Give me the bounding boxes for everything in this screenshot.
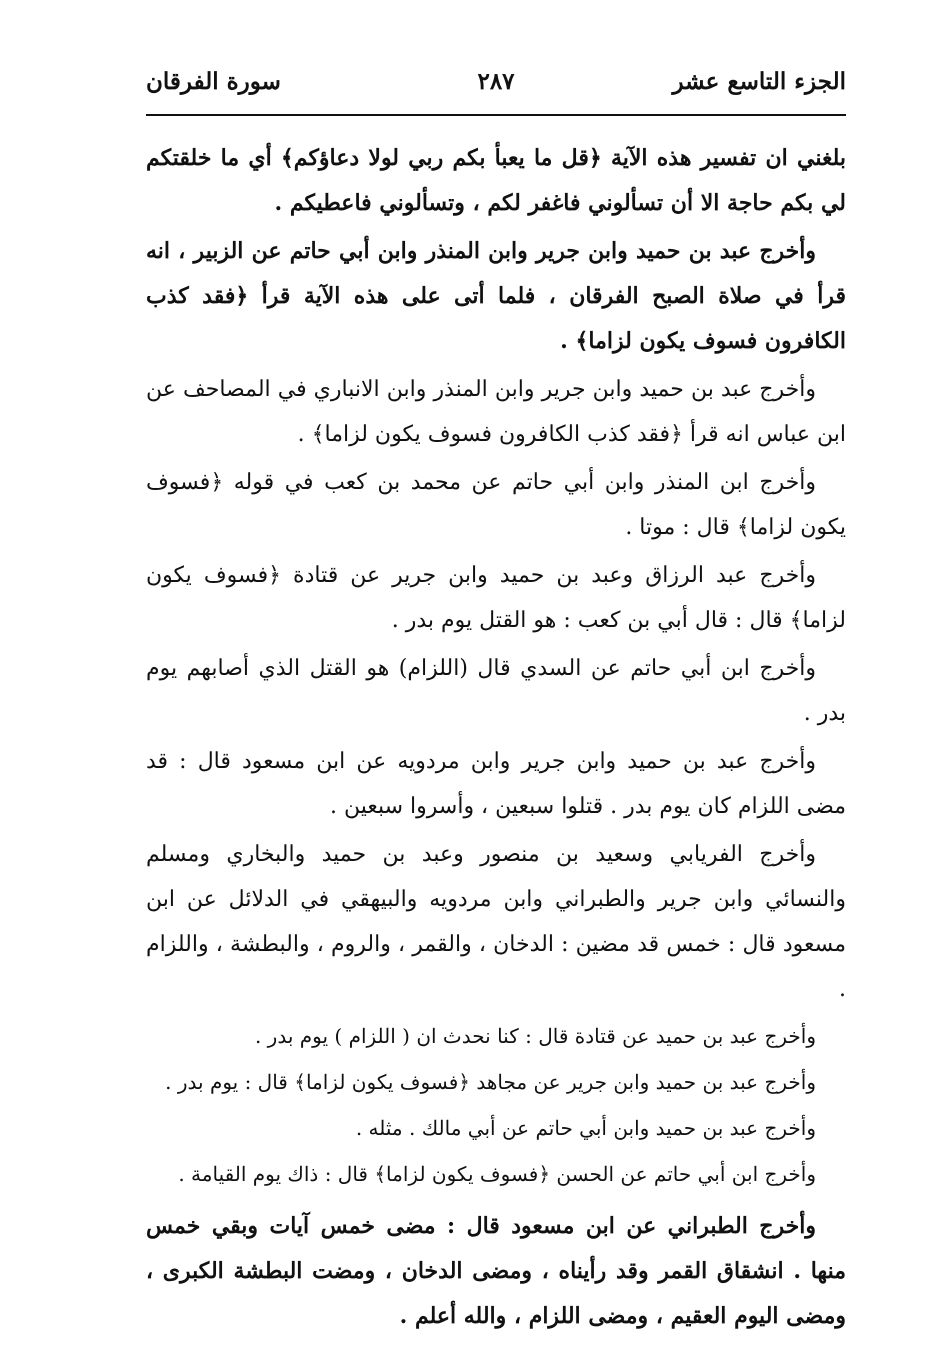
paragraph: وأخرج عبد الرزاق وعبد بن حميد وابن جرير عن قتادة ﴿فسوف يكون لزاما﴾ قال : قال أبي بن كعب : هو القتل يوم بدر .: [146, 563, 846, 633]
paragraph: وأخرج عبد بن حميد وابن جرير عن مجاهد ﴿فسوف يكون لزاما﴾ قال : يوم بدر .: [165, 1070, 816, 1094]
paragraph: وأخرج عبد بن حميد وابن جرير وابن المنذر وابن أبي حاتم عن الزبير ، انه قرأ في صلاة الصبح الفرقان ، فلما أتى على هذه الآية قرأ ﴿فقد كذب الكافرون فسوف يكون لزاما﴾ .: [146, 238, 846, 354]
paragraph: بلغني ان تفسير هذه الآية ﴿قل ما يعبأ بكم ربي لولا دعاؤكم﴾ أي ما خلقتكم لي بكم حاجة الا أن تسألوني فاغفر لكم ، وتسألوني فاعطيكم .: [146, 145, 846, 216]
surah-title: سورة الفرقان: [146, 68, 281, 95]
page-header: [146, 62, 846, 106]
paragraph: وأخرج الفريابي وسعيد بن منصور وعبد بن حميد والبخاري ومسلم والنسائي وابن جرير والطبراني وابن مردويه والبيهقي في الدلائل عن ابن مسعود قال : خمس قد مضين : الدخان ، والقمر ، والروم ، والبطشة ، واللزام .: [146, 842, 846, 1002]
paragraph: وأخرج ابن أبي حاتم عن الحسن ﴿فسوف يكون لزاما﴾ قال : ذاك يوم القيامة .: [178, 1162, 816, 1186]
paragraph: وأخرج الطبراني عن ابن مسعود قال : مضى خمس آيات وبقي خمس منها . انشقاق القمر وقد رأيناه ، ومضى الدخان ، ومضت البطشة الكبرى ، ومضى اليوم العقيم ، ومضى اللزام ، والله أعلم .: [146, 1213, 846, 1329]
paragraph: وأخرج عبد بن حميد وابن جرير وابن المنذر وابن الانباري في المصاحف عن ابن عباس انه قرأ ﴿فقد كذب الكافرون فسوف يكون لزاما﴾ .: [146, 377, 846, 447]
paragraph: وأخرج ابن المنذر وابن أبي حاتم عن محمد بن كعب في قوله ﴿فسوف يكون لزاما﴾ قال : موتا .: [146, 470, 846, 540]
page-body: [146, 136, 846, 1342]
paragraph: وأخرج عبد بن حميد وابن جرير وابن مردويه عن ابن مسعود قال : قد مضى اللزام كان يوم بدر . قتلوا سبعين ، وأسروا سبعين .: [146, 749, 846, 819]
header-divider: [146, 114, 846, 116]
part-title: الجزء التاسع عشر: [672, 68, 846, 95]
page-number: ٢٨٧: [477, 68, 515, 95]
paragraph: وأخرج عبد بن حميد وابن أبي حاتم عن أبي مالك . مثله .: [355, 1116, 816, 1140]
paragraph: وأخرج عبد بن حميد عن قتادة قال : كنا نحدث ان ( اللزام ) يوم بدر .: [254, 1024, 816, 1048]
paragraph: وأخرج ابن أبي حاتم عن السدي قال (اللزام) هو القتل الذي أصابهم يوم بدر .: [146, 656, 846, 726]
